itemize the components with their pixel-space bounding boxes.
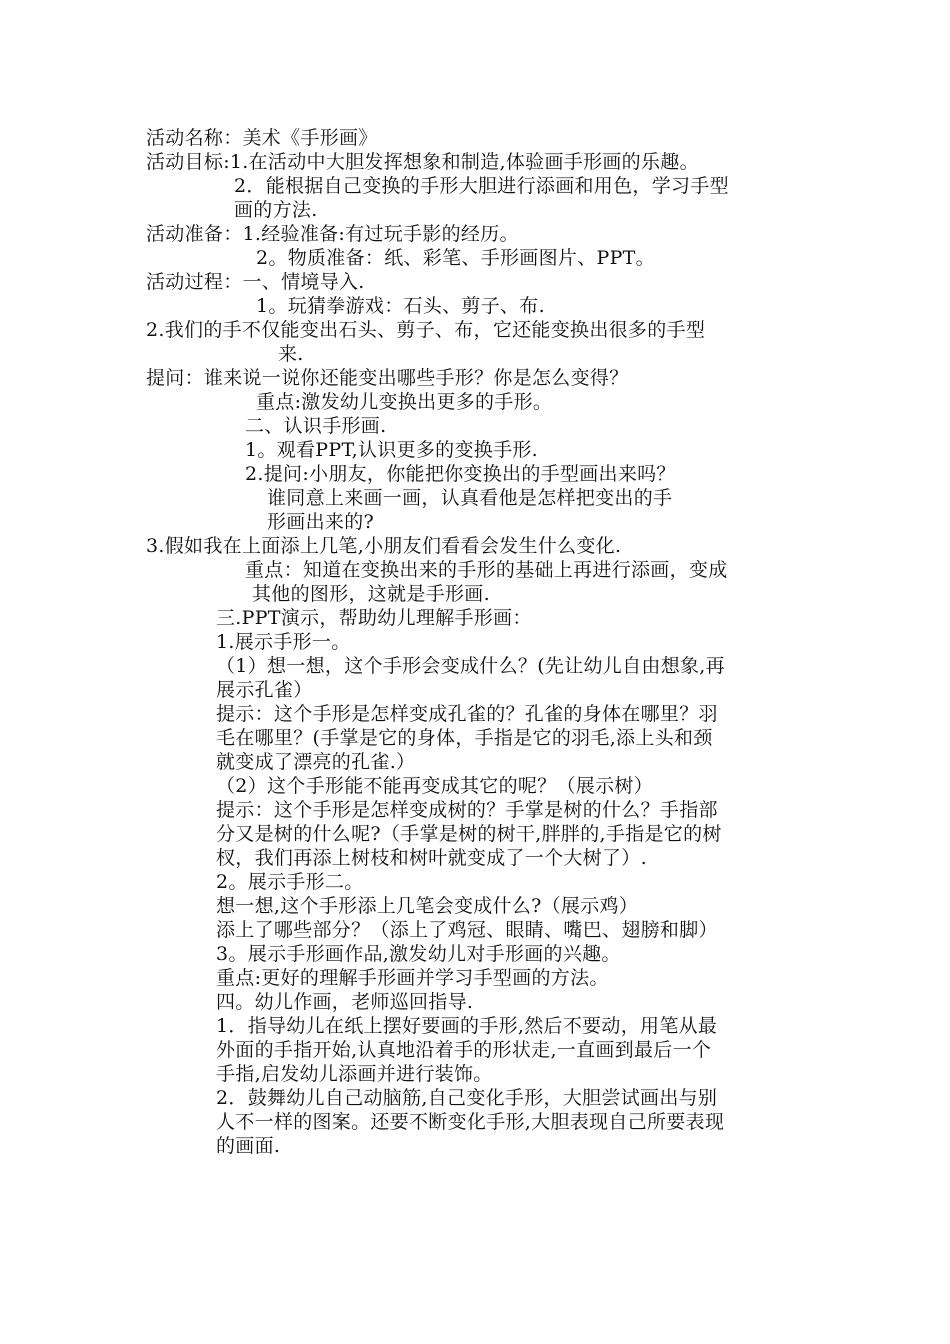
hint-line: 杈，我们再添上树枝和树叶就变成了一个大树了）.: [216, 847, 647, 869]
key-point-line: 重点：知道在变换出来的手形的基础上再进行添画，变成: [245, 559, 728, 581]
hint-line: 分又是树的什么呢?（手掌是树的树干,胖胖的,手指是它的树: [216, 823, 722, 845]
body-line: 3。展示手形画作品,激发幼儿对手形画的兴趣。: [216, 943, 621, 965]
hint-line: 就变成了漂亮的孔雀.）: [216, 751, 416, 773]
activity-prep-line: 活动准备：1.经验准备:有过玩手影的经历。: [146, 223, 519, 245]
body-line: （2）这个手形能不能再变成其它的呢？（展示树）: [216, 775, 653, 797]
activity-goal-line: 活动目标:1.在活动中大胆发挥想象和制造,体验画手形画的乐趣。: [146, 151, 699, 173]
hint-line: 提示：这个手形是怎样变成树的？手掌是树的什么？手指部: [216, 799, 718, 821]
body-line: 展示孔雀）: [216, 679, 313, 701]
body-line: 1．指导幼儿在纸上摆好要画的手形,然后不要动，用笔从最: [216, 1015, 718, 1037]
body-line: （1）想一想，这个手形会变成什么？(先让幼儿自由想象,再: [216, 655, 725, 677]
body-line: 想一想,这个手形添上几笔会变成什么?（展示鸡）: [216, 895, 639, 917]
body-line: 2.我们的手不仅能变出石头、剪子、布，它还能变换出很多的手型: [146, 319, 706, 341]
activity-name-line: 活动名称：美术《手形画》: [146, 127, 378, 149]
section-heading: 四。幼儿作画，老师巡回指导.: [216, 991, 474, 1013]
body-line: 手指,启发幼儿添画并进行装饰。: [216, 1063, 493, 1085]
section-heading: 二、认识手形画.: [245, 415, 387, 437]
body-line: 谁同意上来画一画，认真看他是怎样把变出的手: [267, 487, 673, 509]
body-line: 外面的手指开始,认真地沿着手的形状走,一直画到最后一个: [216, 1039, 712, 1061]
key-point-line: 重点:激发幼儿变换出更多的手形。: [256, 391, 553, 413]
body-line: 的画面.: [216, 1135, 281, 1157]
key-point-line: 重点:更好的理解手形画并学习手型画的方法。: [216, 967, 609, 989]
key-point-line: 其他的图形，这就是手形画.: [252, 583, 490, 605]
body-line: 1.展示手形一。: [216, 631, 351, 653]
body-line: 2．鼓舞幼儿自己动脑筋,自己变化手形，大胆尝试画出与别: [216, 1087, 718, 1109]
body-line: 添上了哪些部分？（添上了鸡冠、眼睛、嘴巴、翅膀和脚）: [216, 919, 718, 941]
activity-prep-line: 2。物质准备：纸、彩笔、手形画图片、PPT。: [256, 247, 655, 269]
activity-goal-line: 2．能根据自己变换的手形大胆进行添画和用色，学习手型: [234, 175, 729, 197]
body-line: 2。展示手形二。: [216, 871, 364, 893]
section-heading: 三.PPT演示，帮助幼儿理解手形画：: [216, 607, 532, 629]
body-line: 人不一样的图案。还要不断变化手形,大胆表现自己所要表现: [216, 1111, 725, 1133]
hint-line: 提示：这个手形是怎样变成孔雀的？孔雀的身体在哪里？羽: [216, 703, 718, 725]
body-line: 1。观看PPT,认识更多的变换手形.: [245, 439, 539, 461]
body-line: 形画出来的?: [267, 511, 374, 533]
body-line: 3.假如我在上面添上几笔,小朋友们看看会发生什么变化.: [146, 535, 622, 557]
activity-process-line: 活动过程：一、情境导入.: [146, 271, 365, 293]
activity-goal-line: 画的方法.: [234, 199, 318, 221]
question-line: 提问：谁来说一说你还能变出哪些手形？你是怎么变得？: [146, 367, 629, 389]
body-line: 来.: [278, 343, 304, 365]
body-line: 2.提问:小朋友，你能把你变换出的手型画出来吗？: [245, 463, 676, 485]
body-line: 1。玩猜拳游戏：石头、剪子、布.: [256, 295, 545, 317]
hint-line: 毛在哪里？(手掌是它的身体，手指是它的羽毛,添上头和颈: [216, 727, 713, 749]
